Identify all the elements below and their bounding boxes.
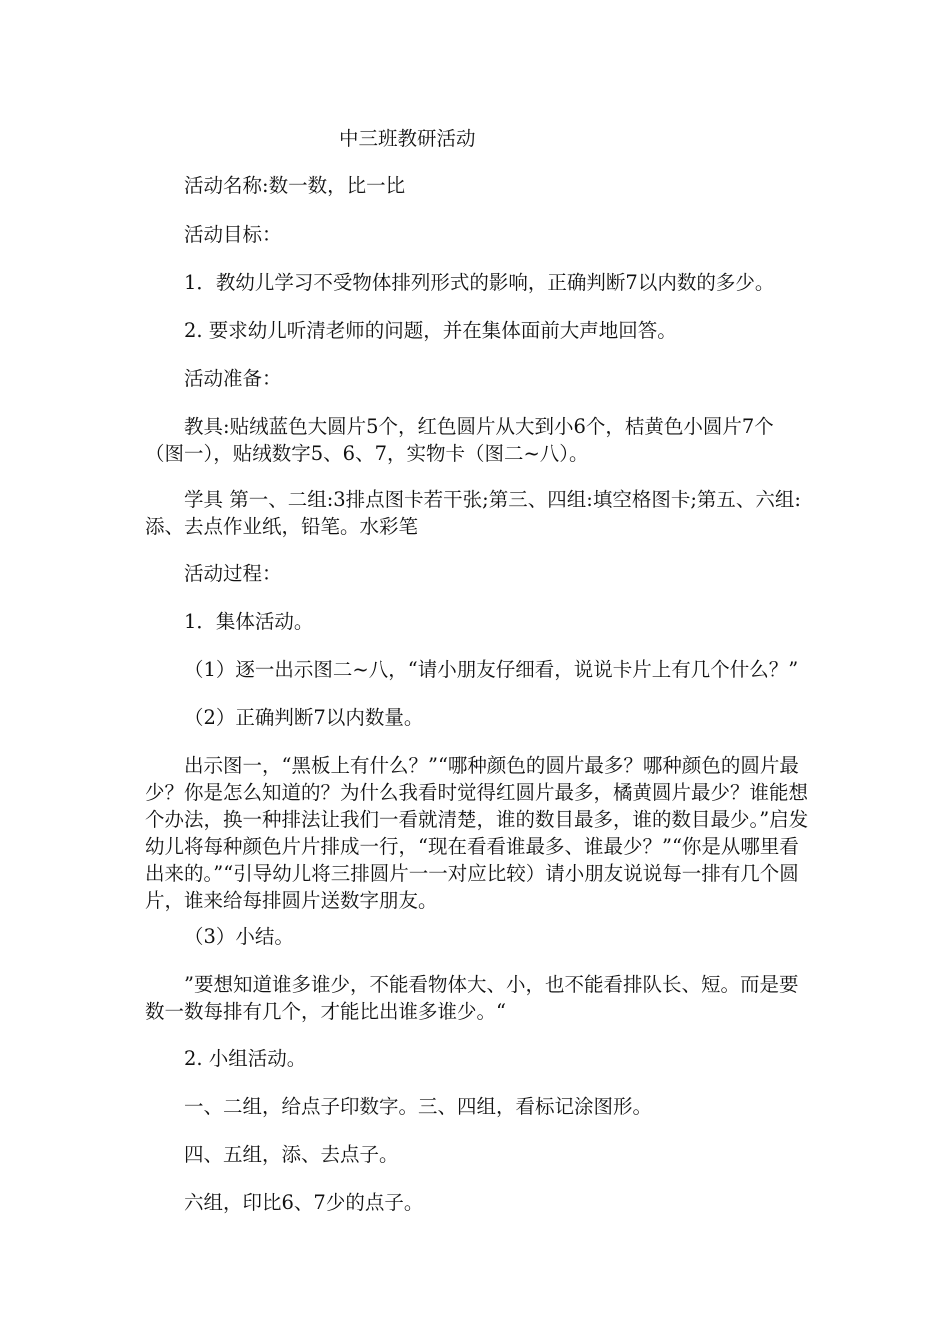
preparation-heading: 活动准备：: [184, 367, 282, 390]
group-activity-heading: 1．集体活动。: [184, 610, 314, 633]
document-title: 中三班教研活动: [339, 127, 476, 150]
small-group-heading: 2. 小组活动。: [184, 1047, 307, 1070]
summary-paragraph: ”要想知道谁多谁少，不能看物体大、小，也不能看排队长、短。而是要数一数每排有几个，才能比出谁多谁少。“: [145, 973, 799, 1023]
groups-4-5-tasks: 四、五组，添、去点子。: [184, 1143, 399, 1166]
group-6-task: 六组，印比6、7少的点子。: [184, 1191, 424, 1214]
groups-1-4-tasks: 一、二组，给点子印数字。三、四组，看标记涂图形。: [184, 1095, 653, 1118]
demonstration-paragraph: 出示图一，“黑板上有什么？”“哪种颜色的圆片最多？哪种颜色的圆片最少？你是怎么知道的？为什么我看时觉得红圆片最多，橘黄圆片最少？谁能想个办法，换一种排法让我们一看就清楚，谁的数目最多，谁的数目最少。”启发幼儿将每种颜色片片排成一行，“现在看看谁最多、谁最少？”“你是从哪里看出来的。”“引导幼儿将三排圆片一一对应比较）请小朋友说说每一排有几个圆片，谁来给每排圆片送数字朋友。: [145, 754, 809, 912]
goal-item-1: 1．教幼儿学习不受物体排列形式的影响，正确判断7以内数的多少。: [184, 271, 775, 294]
process-heading: 活动过程：: [184, 562, 282, 585]
activity-goals-heading: 活动目标：: [184, 223, 282, 246]
goal-item-2: 2. 要求幼儿听清老师的问题，并在集体面前大声地回答。: [184, 319, 677, 342]
process-step-2: （2）正确判断7以内数量。: [184, 706, 424, 729]
activity-name: 活动名称:数一数，比一比: [184, 174, 406, 197]
process-step-1: （1）逐一出示图二~八，“请小朋友仔细看，说说卡片上有几个什么？”: [184, 658, 799, 681]
summary-heading: （3）小结。: [184, 925, 294, 948]
teaching-aids-paragraph: 教具:贴绒蓝色大圆片5个，红色圆片从大到小6个，桔黄色小圆片7个（图一），贴绒数字5、6、7，实物卡（图二~八）。: [145, 415, 774, 465]
learning-tools-paragraph: 学具 第一、二组:3排点图卡若干张;第三、四组:填空格图卡;第五、六组:添、去点作业纸，铅笔。水彩笔: [145, 488, 801, 538]
